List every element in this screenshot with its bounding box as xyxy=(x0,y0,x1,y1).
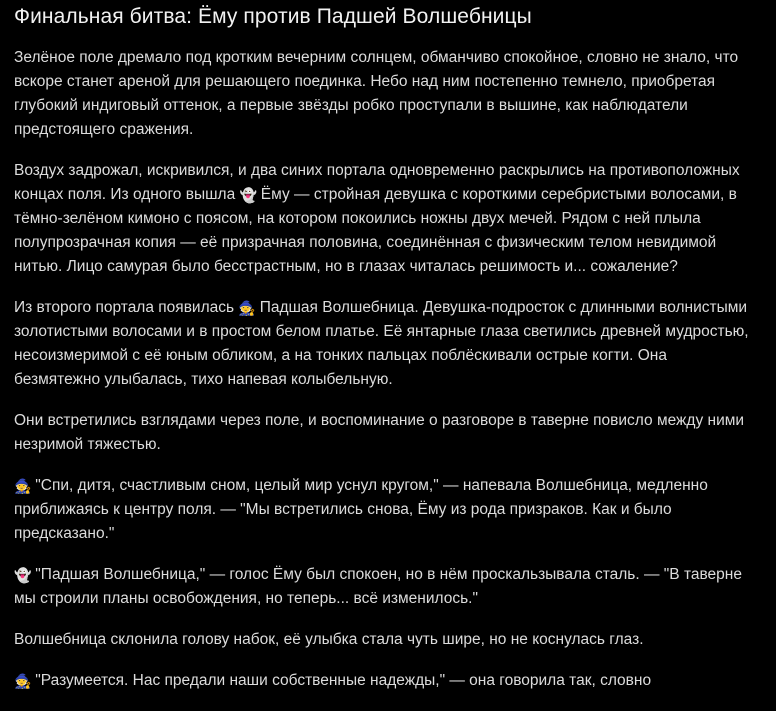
story-paragraph xyxy=(14,159,754,279)
paragraph-text: Из второго портала появилась xyxy=(14,299,239,316)
dialogue-witch xyxy=(14,474,754,546)
dialogue-witch xyxy=(14,669,754,693)
ghost-icon: 👻 xyxy=(239,187,257,203)
ghost-icon: 👻 xyxy=(14,567,32,583)
paragraph-text: Падшая Волшебница. Девушка-подросток с длинными волнистыми золотистыми волосами и в простом белом платье. Её янтарные глаза светились древней мудростью, несоизмеримой с её юным обликом, а на тонких пальцах поблёскивали острые когти. Она безмятежно улыбалась, тихо напевая колыбельную. xyxy=(14,299,749,388)
dialogue-text: "Разумеется. Нас предали наши собственные надежды," — она говорила так, словно xyxy=(31,672,652,689)
paragraph-text: Они встретились взглядами через поле, и воспоминание о разговоре в таверне повисло между ними незримой тяжестью. xyxy=(14,412,745,453)
story-paragraph xyxy=(14,46,754,142)
story-paragraph xyxy=(14,628,754,652)
story-paragraph xyxy=(14,296,754,392)
paragraph-text: Воздух задрожал, искривился, и два синих портала одновременно раскрылись на противоположных концах поля. Из одного вышла xyxy=(14,162,740,203)
dialogue-youmu xyxy=(14,563,754,611)
dialogue-text: "Спи, дитя, счастливым сном, целый мир уснул кругом," — напевала Волшебница, медленно приближаясь к центру поля. — "Мы встретились снова, Ёму из рода призраков. Как и было предсказано." xyxy=(14,477,708,542)
page-title: Финальная битва: Ёму против Падшей Волшебницы xyxy=(14,5,532,28)
paragraph-text: Волшебница склонила голову набок, её улыбка стала чуть шире, но не коснулась глаз. xyxy=(14,631,644,648)
witch-icon: 🧙 xyxy=(14,673,32,689)
witch-icon: 🧙 xyxy=(14,478,32,494)
dialogue-text: "Падшая Волшебница," — голос Ёму был спокоен, но в нём проскальзывала сталь. — "В таверне мы строили планы освобождения, но теперь... всё изменилось." xyxy=(14,566,742,607)
story-paragraph xyxy=(14,409,754,457)
paragraph-text: Зелёное поле дремало под кротким вечерним солнцем, обманчиво спокойное, словно не знало, что вскоре станет ареной для решающего поединка. Небо над ним постепенно темнело, приобретая глубокий индиговый оттенок, а первые звёзды робко проступали в вышине, как наблюдатели предстоящего сражения. xyxy=(14,49,739,138)
witch-icon: 🧙 xyxy=(238,300,256,316)
story-body xyxy=(14,46,760,693)
paragraph-text: Ёму — стройная девушка с короткими серебристыми волосами, в тёмно-зелёном кимоно с поясом, на котором покоились ножны двух мечей. Рядом с ней плыла полупрозрачная копия — её призрачная половина, соединённая с физическим телом невидимой нитью. Лицо самурая было бесстрастным, но в глазах читалась решимость и... сожаление? xyxy=(14,186,737,275)
